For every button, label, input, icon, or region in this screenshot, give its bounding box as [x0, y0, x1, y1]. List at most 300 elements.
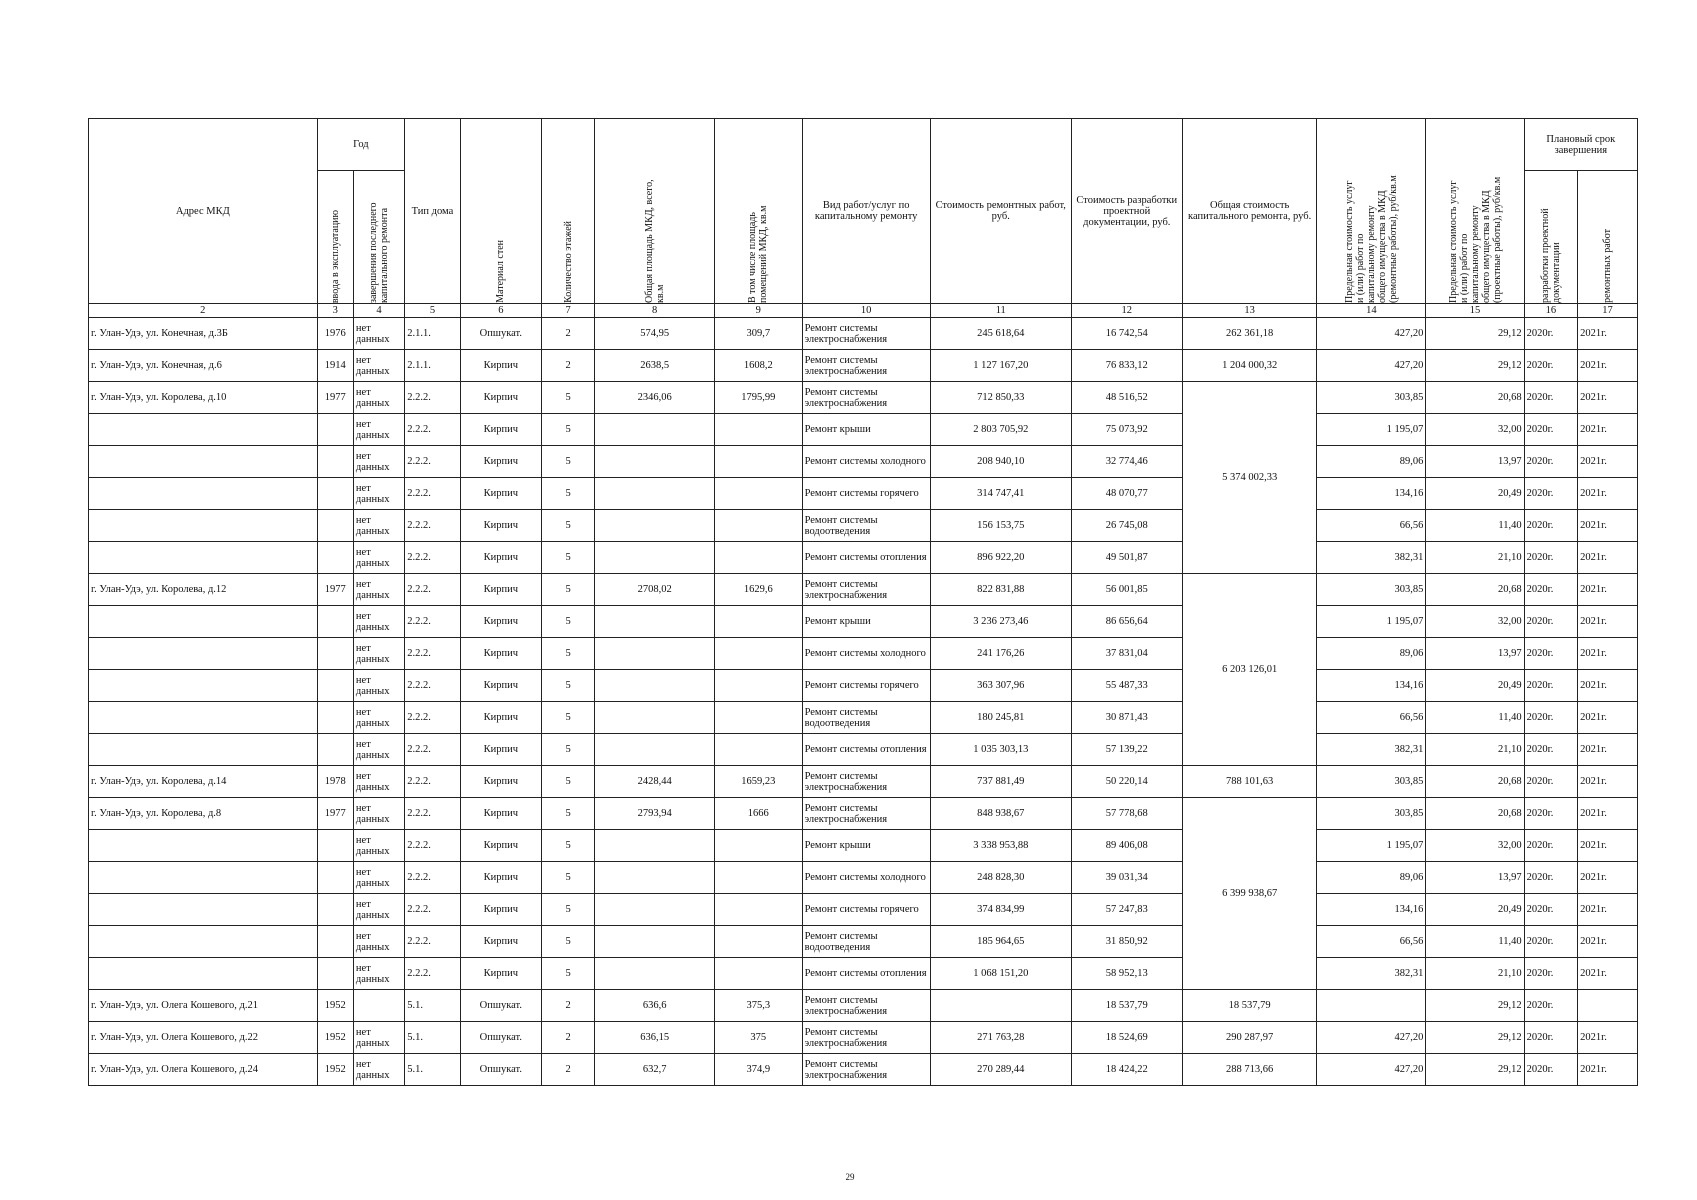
year-last-repair-cell: нет данных [353, 446, 404, 478]
header-repair-cost: Стоимость ремонтных работ, руб. [930, 119, 1071, 304]
year-commission-cell [317, 734, 353, 766]
column-number: 11 [930, 304, 1071, 318]
repair-cost-cell: 1 127 167,20 [930, 350, 1071, 382]
address-cell [89, 510, 318, 542]
wall-material-cell: Кирпич [460, 574, 541, 606]
plan-design-cell: 2020г. [1524, 894, 1577, 926]
floors-cell: 5 [541, 478, 594, 510]
premises-area-cell [714, 830, 802, 862]
premises-area-cell: 375,3 [714, 990, 802, 1022]
address-cell: г. Улан-Удэ, ул. Конечная, д.3Б [89, 318, 318, 350]
year-last-repair-cell: нет данных [353, 670, 404, 702]
work-type-cell: Ремонт системы электроснабжения [802, 766, 930, 798]
repair-cost-cell: 1 035 303,13 [930, 734, 1071, 766]
house-type-cell: 2.2.2. [405, 798, 461, 830]
limit-repair-cell: 382,31 [1317, 542, 1426, 574]
limit-repair-cell: 89,06 [1317, 862, 1426, 894]
limit-design-cell: 13,97 [1426, 862, 1524, 894]
year-commission-cell: 1977 [317, 798, 353, 830]
design-cost-cell: 55 487,33 [1071, 670, 1182, 702]
limit-repair-cell: 66,56 [1317, 702, 1426, 734]
year-last-repair-cell: нет данных [353, 542, 404, 574]
house-type-cell: 2.2.2. [405, 702, 461, 734]
table-row [89, 606, 1638, 638]
repair-cost-cell [930, 990, 1071, 1022]
premises-area-cell: 1608,2 [714, 350, 802, 382]
total-area-cell [595, 894, 715, 926]
floors-cell: 2 [541, 1022, 594, 1054]
premises-area-cell: 1666 [714, 798, 802, 830]
design-cost-cell: 57 247,83 [1071, 894, 1182, 926]
design-cost-cell: 18 424,22 [1071, 1054, 1182, 1086]
year-commission-cell [317, 510, 353, 542]
limit-repair-cell: 303,85 [1317, 766, 1426, 798]
table-row [89, 862, 1638, 894]
year-last-repair-cell: нет данных [353, 382, 404, 414]
year-commission-cell [317, 894, 353, 926]
wall-material-cell: Кирпич [460, 702, 541, 734]
design-cost-cell: 57 778,68 [1071, 798, 1182, 830]
premises-area-cell: 1795,99 [714, 382, 802, 414]
limit-repair-cell: 382,31 [1317, 958, 1426, 990]
limit-design-cell: 13,97 [1426, 638, 1524, 670]
plan-design-cell: 2020г. [1524, 542, 1577, 574]
work-type-cell: Ремонт системы горячего [802, 670, 930, 702]
total-area-cell: 2708,02 [595, 574, 715, 606]
column-number: 8 [595, 304, 715, 318]
year-commission-cell: 1952 [317, 1022, 353, 1054]
limit-design-cell: 20,68 [1426, 382, 1524, 414]
plan-works-cell: 2021г. [1578, 574, 1638, 606]
limit-repair-cell: 303,85 [1317, 574, 1426, 606]
plan-design-cell: 2020г. [1524, 830, 1577, 862]
year-commission-cell [317, 638, 353, 670]
house-type-cell: 2.2.2. [405, 414, 461, 446]
house-type-cell: 2.2.2. [405, 862, 461, 894]
column-number: 9 [714, 304, 802, 318]
address-cell [89, 894, 318, 926]
wall-material-cell: Кирпич [460, 734, 541, 766]
limit-repair-cell: 382,31 [1317, 734, 1426, 766]
address-cell: г. Улан-Удэ, ул. Королева, д.14 [89, 766, 318, 798]
wall-material-cell: Кирпич [460, 542, 541, 574]
total-cost-cell: 6 203 126,01 [1182, 574, 1317, 766]
table-row [89, 542, 1638, 574]
design-cost-cell: 26 745,08 [1071, 510, 1182, 542]
register-sheet [88, 118, 1638, 1086]
total-area-cell [595, 606, 715, 638]
design-cost-cell: 18 537,79 [1071, 990, 1182, 1022]
repair-cost-cell: 374 834,99 [930, 894, 1071, 926]
house-type-cell: 2.2.2. [405, 670, 461, 702]
header-limit-repair: Предельная стоимость услуг и (или) работ по капитальному ремонту общего имущества в МКД (ремонтные работы), руб/кв.м [1317, 119, 1426, 304]
header-year: Год [317, 119, 405, 171]
limit-repair-cell: 303,85 [1317, 382, 1426, 414]
plan-design-cell: 2020г. [1524, 1054, 1577, 1086]
year-commission-cell: 1978 [317, 766, 353, 798]
floors-cell: 5 [541, 926, 594, 958]
plan-design-cell: 2020г. [1524, 606, 1577, 638]
limit-repair-cell: 427,20 [1317, 318, 1426, 350]
repair-cost-cell: 245 618,64 [930, 318, 1071, 350]
work-type-cell: Ремонт системы водоотведения [802, 702, 930, 734]
premises-area-cell [714, 958, 802, 990]
premises-area-cell [714, 926, 802, 958]
repair-cost-cell: 848 938,67 [930, 798, 1071, 830]
plan-design-cell: 2020г. [1524, 382, 1577, 414]
total-area-cell: 2793,94 [595, 798, 715, 830]
plan-works-cell: 2021г. [1578, 1022, 1638, 1054]
plan-works-cell: 2021г. [1578, 766, 1638, 798]
design-cost-cell: 57 139,22 [1071, 734, 1182, 766]
plan-design-cell: 2020г. [1524, 734, 1577, 766]
premises-area-cell [714, 638, 802, 670]
address-cell [89, 958, 318, 990]
design-cost-cell: 16 742,54 [1071, 318, 1182, 350]
limit-design-cell: 20,49 [1426, 478, 1524, 510]
total-area-cell [595, 446, 715, 478]
design-cost-cell: 50 220,14 [1071, 766, 1182, 798]
limit-repair-cell: 134,16 [1317, 478, 1426, 510]
year-last-repair-cell: нет данных [353, 350, 404, 382]
year-commission-cell: 1914 [317, 350, 353, 382]
plan-works-cell: 2021г. [1578, 542, 1638, 574]
column-number-row [89, 304, 1638, 318]
limit-repair-cell [1317, 990, 1426, 1022]
total-area-cell [595, 958, 715, 990]
column-number: 6 [460, 304, 541, 318]
house-type-cell: 5.1. [405, 1054, 461, 1086]
table-row [89, 318, 1638, 350]
design-cost-cell: 37 831,04 [1071, 638, 1182, 670]
total-area-cell [595, 702, 715, 734]
column-number: 13 [1182, 304, 1317, 318]
address-cell [89, 926, 318, 958]
plan-works-cell: 2021г. [1578, 830, 1638, 862]
floors-cell: 2 [541, 350, 594, 382]
floors-cell: 5 [541, 414, 594, 446]
work-type-cell: Ремонт системы горячего [802, 894, 930, 926]
repair-cost-cell: 2 803 705,92 [930, 414, 1071, 446]
plan-works-cell: 2021г. [1578, 414, 1638, 446]
house-type-cell: 2.2.2. [405, 830, 461, 862]
design-cost-cell: 58 952,13 [1071, 958, 1182, 990]
premises-area-cell [714, 862, 802, 894]
total-area-cell: 574,95 [595, 318, 715, 350]
repair-cost-cell: 248 828,30 [930, 862, 1071, 894]
house-type-cell: 2.2.2. [405, 510, 461, 542]
house-type-cell: 2.2.2. [405, 574, 461, 606]
limit-design-cell: 11,40 [1426, 702, 1524, 734]
table-row [89, 510, 1638, 542]
design-cost-cell: 31 850,92 [1071, 926, 1182, 958]
year-last-repair-cell: нет данных [353, 734, 404, 766]
floors-cell: 5 [541, 734, 594, 766]
floors-cell: 5 [541, 798, 594, 830]
limit-repair-cell: 1 195,07 [1317, 830, 1426, 862]
year-last-repair-cell: нет данных [353, 574, 404, 606]
year-last-repair-cell: нет данных [353, 926, 404, 958]
column-number: 7 [541, 304, 594, 318]
plan-design-cell: 2020г. [1524, 862, 1577, 894]
address-cell [89, 446, 318, 478]
limit-design-cell: 32,00 [1426, 414, 1524, 446]
work-type-cell: Ремонт системы электроснабжения [802, 318, 930, 350]
table-row [89, 926, 1638, 958]
limit-design-cell: 20,68 [1426, 798, 1524, 830]
limit-design-cell: 21,10 [1426, 958, 1524, 990]
work-type-cell: Ремонт системы электроснабжения [802, 382, 930, 414]
plan-design-cell: 2020г. [1524, 798, 1577, 830]
repair-cost-cell: 822 831,88 [930, 574, 1071, 606]
premises-area-cell [714, 510, 802, 542]
design-cost-cell: 32 774,46 [1071, 446, 1182, 478]
year-last-repair-cell: нет данных [353, 1022, 404, 1054]
table-row [89, 414, 1638, 446]
address-cell [89, 702, 318, 734]
limit-repair-cell: 66,56 [1317, 926, 1426, 958]
address-cell [89, 478, 318, 510]
design-cost-cell: 76 833,12 [1071, 350, 1182, 382]
floors-cell: 5 [541, 446, 594, 478]
work-type-cell: Ремонт системы отопления [802, 958, 930, 990]
repair-cost-cell: 737 881,49 [930, 766, 1071, 798]
work-type-cell: Ремонт системы холодного [802, 862, 930, 894]
header-floors: Количество этажей [541, 119, 594, 304]
house-type-cell: 2.2.2. [405, 382, 461, 414]
year-commission-cell [317, 862, 353, 894]
work-type-cell: Ремонт системы электроснабжения [802, 1054, 930, 1086]
work-type-cell: Ремонт системы горячего [802, 478, 930, 510]
address-cell: г. Улан-Удэ, ул. Конечная, д.6 [89, 350, 318, 382]
header-plan-design: разработки проектной документации [1524, 171, 1577, 304]
header-design-cost: Стоимость разработки проектной документации, руб. [1071, 119, 1182, 304]
design-cost-cell: 89 406,08 [1071, 830, 1182, 862]
year-commission-cell: 1952 [317, 1054, 353, 1086]
work-type-cell: Ремонт крыши [802, 606, 930, 638]
house-type-cell: 5.1. [405, 990, 461, 1022]
floors-cell: 5 [541, 542, 594, 574]
table-row [89, 574, 1638, 606]
address-cell [89, 734, 318, 766]
plan-design-cell: 2020г. [1524, 990, 1577, 1022]
total-area-cell: 2638,5 [595, 350, 715, 382]
header-limit-design: Предельная стоимость услуг и (или) работ по капитальному ремонту общего имущества в МКД (проектные работы), руб/кв.м [1426, 119, 1524, 304]
year-commission-cell: 1977 [317, 382, 353, 414]
address-cell [89, 542, 318, 574]
year-last-repair-cell: нет данных [353, 958, 404, 990]
limit-repair-cell: 427,20 [1317, 350, 1426, 382]
column-number: 2 [89, 304, 318, 318]
total-area-cell [595, 926, 715, 958]
limit-design-cell: 29,12 [1426, 990, 1524, 1022]
plan-design-cell: 2020г. [1524, 638, 1577, 670]
header-year-commission: ввода в эксплуатацию [317, 171, 353, 304]
floors-cell: 5 [541, 702, 594, 734]
total-area-cell [595, 542, 715, 574]
limit-repair-cell: 1 195,07 [1317, 606, 1426, 638]
plan-design-cell: 2020г. [1524, 318, 1577, 350]
year-commission-cell [317, 606, 353, 638]
plan-design-cell: 2020г. [1524, 958, 1577, 990]
house-type-cell: 2.1.1. [405, 318, 461, 350]
address-cell [89, 638, 318, 670]
address-cell: г. Улан-Удэ, ул. Королева, д.8 [89, 798, 318, 830]
design-cost-cell: 48 070,77 [1071, 478, 1182, 510]
header-work-type: Вид работ/услуг по капитальному ремонту [802, 119, 930, 304]
year-last-repair-cell: нет данных [353, 1054, 404, 1086]
repair-cost-cell: 180 245,81 [930, 702, 1071, 734]
year-last-repair-cell [353, 990, 404, 1022]
limit-design-cell: 11,40 [1426, 926, 1524, 958]
floors-cell: 5 [541, 574, 594, 606]
column-number: 10 [802, 304, 930, 318]
plan-works-cell: 2021г. [1578, 606, 1638, 638]
address-cell [89, 414, 318, 446]
work-type-cell: Ремонт системы электроснабжения [802, 990, 930, 1022]
limit-repair-cell: 427,20 [1317, 1022, 1426, 1054]
limit-design-cell: 11,40 [1426, 510, 1524, 542]
plan-design-cell: 2020г. [1524, 1022, 1577, 1054]
column-number: 17 [1578, 304, 1638, 318]
plan-works-cell: 2021г. [1578, 926, 1638, 958]
header-house-type: Тип дома [405, 119, 461, 304]
premises-area-cell: 1629,6 [714, 574, 802, 606]
work-type-cell: Ремонт системы холодного [802, 638, 930, 670]
table-row [89, 734, 1638, 766]
house-type-cell: 2.1.1. [405, 350, 461, 382]
table-row [89, 702, 1638, 734]
house-type-cell: 2.2.2. [405, 446, 461, 478]
address-cell: г. Улан-Удэ, ул. Королева, д.12 [89, 574, 318, 606]
design-cost-cell: 49 501,87 [1071, 542, 1182, 574]
wall-material-cell: Кирпич [460, 894, 541, 926]
floors-cell: 5 [541, 382, 594, 414]
repair-register-table [88, 118, 1638, 1086]
plan-design-cell: 2020г. [1524, 478, 1577, 510]
premises-area-cell [714, 606, 802, 638]
limit-repair-cell: 134,16 [1317, 670, 1426, 702]
repair-cost-cell: 712 850,33 [930, 382, 1071, 414]
total-area-cell [595, 830, 715, 862]
total-area-cell [595, 510, 715, 542]
table-row [89, 638, 1638, 670]
premises-area-cell [714, 446, 802, 478]
address-cell [89, 862, 318, 894]
repair-cost-cell: 270 289,44 [930, 1054, 1071, 1086]
plan-design-cell: 2020г. [1524, 766, 1577, 798]
wall-material-cell: Кирпич [460, 478, 541, 510]
total-cost-cell: 290 287,97 [1182, 1022, 1317, 1054]
plan-design-cell: 2020г. [1524, 446, 1577, 478]
wall-material-cell: Кирпич [460, 382, 541, 414]
table-row [89, 766, 1638, 798]
header-year-last-repair: завершения последнего капитального ремонта [353, 171, 404, 304]
address-cell: г. Улан-Удэ, ул. Королева, д.10 [89, 382, 318, 414]
work-type-cell: Ремонт системы отопления [802, 734, 930, 766]
header-premises-area: В том числе площадь помещений МКД, кв.м [714, 119, 802, 304]
limit-design-cell: 13,97 [1426, 446, 1524, 478]
premises-area-cell: 374,9 [714, 1054, 802, 1086]
address-cell [89, 670, 318, 702]
wall-material-cell: Кирпич [460, 862, 541, 894]
address-cell: г. Улан-Удэ, ул. Олега Кошевого, д.24 [89, 1054, 318, 1086]
address-cell [89, 606, 318, 638]
floors-cell: 5 [541, 638, 594, 670]
year-commission-cell [317, 830, 353, 862]
year-last-repair-cell: нет данных [353, 318, 404, 350]
premises-area-cell [714, 734, 802, 766]
repair-cost-cell: 1 068 151,20 [930, 958, 1071, 990]
work-type-cell: Ремонт системы водоотведения [802, 926, 930, 958]
wall-material-cell: Кирпич [460, 766, 541, 798]
year-last-repair-cell: нет данных [353, 606, 404, 638]
header-plan-term: Плановый срок завершения [1524, 119, 1637, 171]
design-cost-cell: 86 656,64 [1071, 606, 1182, 638]
limit-design-cell: 29,12 [1426, 1054, 1524, 1086]
floors-cell: 5 [541, 830, 594, 862]
total-cost-cell: 262 361,18 [1182, 318, 1317, 350]
premises-area-cell [714, 670, 802, 702]
total-area-cell: 636,15 [595, 1022, 715, 1054]
plan-works-cell: 2021г. [1578, 350, 1638, 382]
repair-cost-cell: 185 964,65 [930, 926, 1071, 958]
work-type-cell: Ремонт системы водоотведения [802, 510, 930, 542]
house-type-cell: 2.2.2. [405, 766, 461, 798]
limit-design-cell: 32,00 [1426, 830, 1524, 862]
work-type-cell: Ремонт системы электроснабжения [802, 350, 930, 382]
year-commission-cell [317, 958, 353, 990]
plan-works-cell: 2021г. [1578, 478, 1638, 510]
repair-cost-cell: 208 940,10 [930, 446, 1071, 478]
column-number: 16 [1524, 304, 1577, 318]
plan-design-cell: 2020г. [1524, 574, 1577, 606]
plan-works-cell: 2021г. [1578, 702, 1638, 734]
column-number: 3 [317, 304, 353, 318]
table-row [89, 990, 1638, 1022]
wall-material-cell: Опшукат. [460, 1022, 541, 1054]
limit-design-cell: 20,68 [1426, 766, 1524, 798]
year-last-repair-cell: нет данных [353, 510, 404, 542]
floors-cell: 5 [541, 862, 594, 894]
limit-repair-cell: 134,16 [1317, 894, 1426, 926]
floors-cell: 5 [541, 510, 594, 542]
wall-material-cell: Опшукат. [460, 990, 541, 1022]
year-commission-cell [317, 670, 353, 702]
plan-works-cell: 2021г. [1578, 446, 1638, 478]
year-commission-cell [317, 446, 353, 478]
house-type-cell: 5.1. [405, 1022, 461, 1054]
floors-cell: 5 [541, 606, 594, 638]
total-area-cell [595, 478, 715, 510]
floors-cell: 5 [541, 670, 594, 702]
wall-material-cell: Кирпич [460, 670, 541, 702]
page-number: 29 [845, 1172, 855, 1182]
limit-design-cell: 20,49 [1426, 670, 1524, 702]
plan-design-cell: 2020г. [1524, 414, 1577, 446]
column-number: 5 [405, 304, 461, 318]
design-cost-cell: 56 001,85 [1071, 574, 1182, 606]
total-area-cell: 2428,44 [595, 766, 715, 798]
plan-works-cell: 2021г. [1578, 670, 1638, 702]
wall-material-cell: Кирпич [460, 414, 541, 446]
house-type-cell: 2.2.2. [405, 958, 461, 990]
premises-area-cell: 375 [714, 1022, 802, 1054]
house-type-cell: 2.2.2. [405, 894, 461, 926]
floors-cell: 5 [541, 894, 594, 926]
plan-design-cell: 2020г. [1524, 670, 1577, 702]
year-commission-cell [317, 702, 353, 734]
